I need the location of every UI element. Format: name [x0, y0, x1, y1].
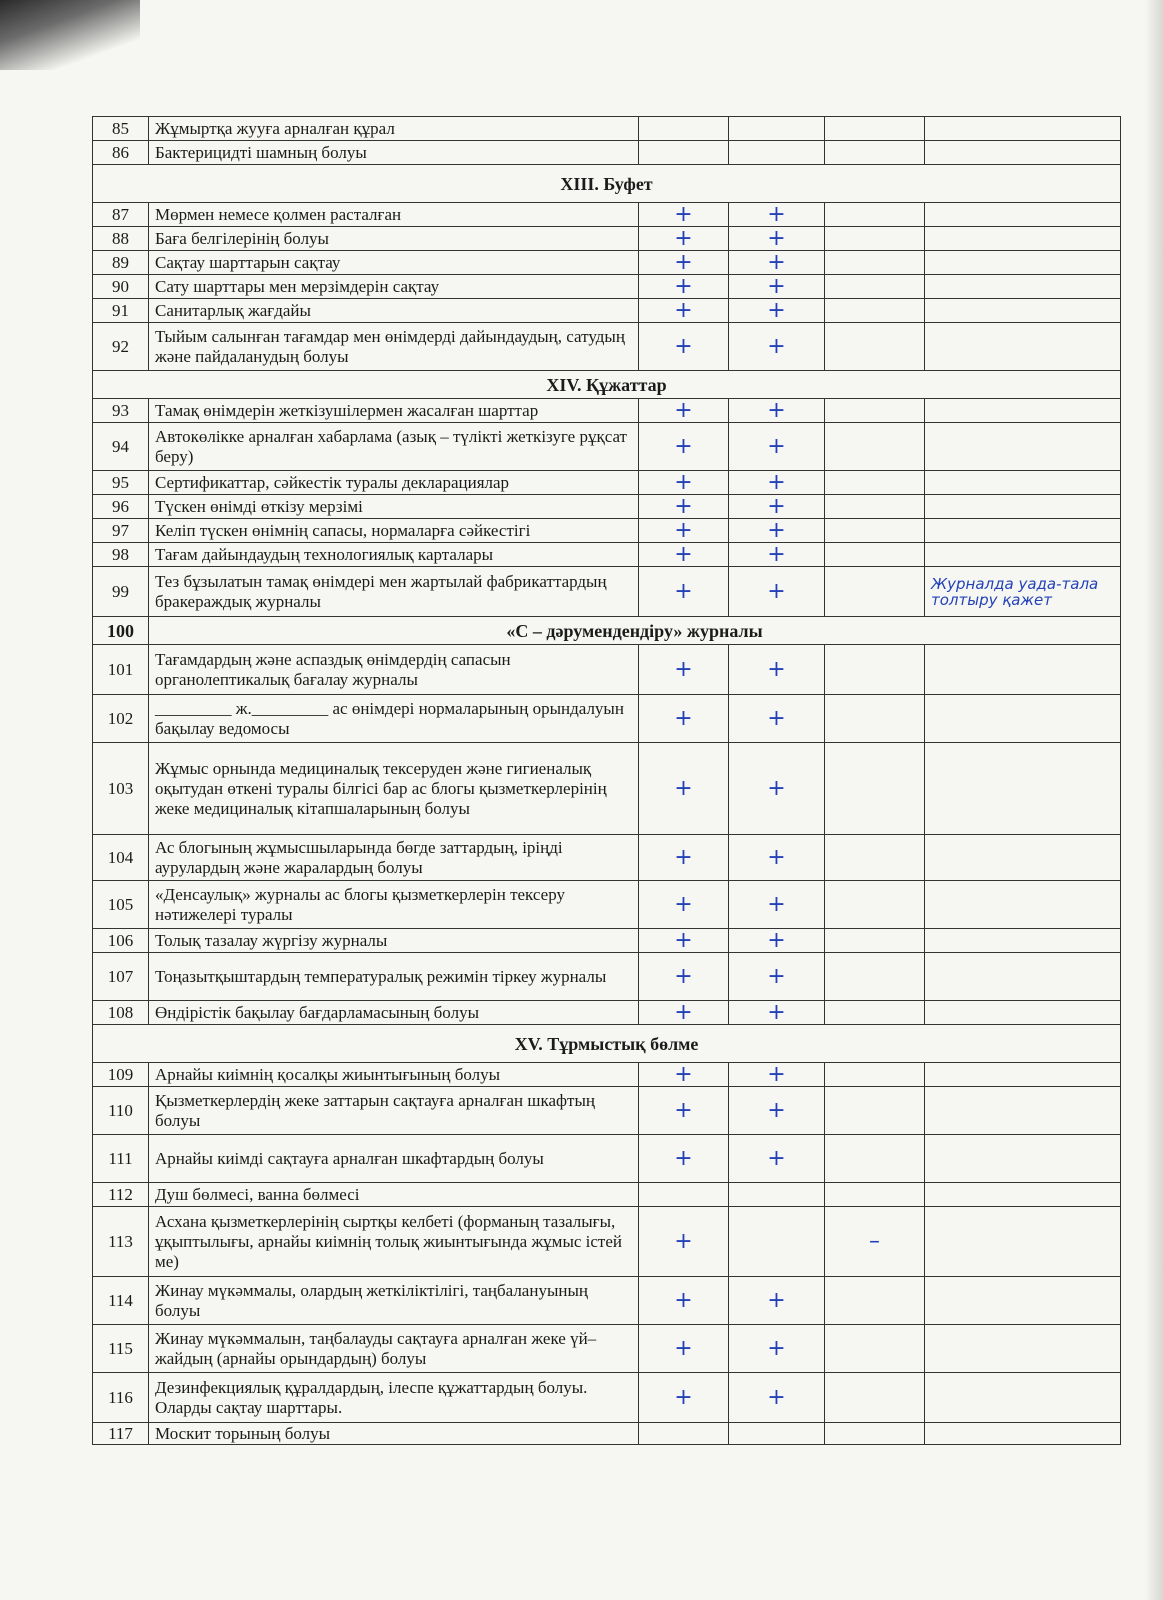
- table-row: [93, 1001, 1121, 1025]
- mark-3: [825, 117, 925, 141]
- item-text: Мөрмен немесе қолмен расталған: [149, 203, 639, 227]
- item-text: Толық тазалау жүргізу журналы: [149, 929, 639, 953]
- table-row: [93, 1277, 1121, 1325]
- mark-3: [825, 743, 925, 835]
- handwritten-note: [925, 495, 1121, 519]
- item-text: Душ бөлмесі, ванна бөлмесі: [149, 1183, 639, 1207]
- mark-3: [825, 1063, 925, 1087]
- handwritten-note: [925, 881, 1121, 929]
- row-number: 107: [93, 953, 149, 1001]
- row-number: 95: [93, 471, 149, 495]
- row-number: 117: [93, 1423, 149, 1445]
- handwritten-note: [925, 519, 1121, 543]
- mark-1: +: [639, 1325, 729, 1373]
- mark-1: +: [639, 881, 729, 929]
- handwritten-note: [925, 1063, 1121, 1087]
- mark-3: [825, 471, 925, 495]
- table-row: [93, 251, 1121, 275]
- mark-1: +: [639, 835, 729, 881]
- mark-1: +: [639, 929, 729, 953]
- handwritten-note: [925, 227, 1121, 251]
- table-row: [93, 1183, 1121, 1207]
- mark-3: [825, 251, 925, 275]
- row-number: 85: [93, 117, 149, 141]
- item-text: Санитарлық жағдайы: [149, 299, 639, 323]
- mark-1: +: [639, 1001, 729, 1025]
- mark-2: +: [729, 275, 825, 299]
- item-text: Тамақ өнімдерін жеткізушілермен жасалған шарттар: [149, 399, 639, 423]
- row-number: 92: [93, 323, 149, 371]
- mark-2: +: [729, 835, 825, 881]
- table-row: [93, 1373, 1121, 1423]
- item-text: Сертификаттар, сәйкестік туралы декларациялар: [149, 471, 639, 495]
- row-number: 91: [93, 299, 149, 323]
- handwritten-note: [925, 117, 1121, 141]
- row-number: 110: [93, 1087, 149, 1135]
- item-text: Ас блогының жұмысшыларында бөгде заттардың, іріңді аурулардың және жаралардың болуы: [149, 835, 639, 881]
- item-text: Дезинфекциялық құралдардың, ілеспе құжаттардың болуы. Оларды сақтау шарттары.: [149, 1373, 639, 1423]
- item-text: Арнайы киімнің қосалқы жиынтығының болуы: [149, 1063, 639, 1087]
- mark-1: +: [639, 299, 729, 323]
- mark-2: [729, 1183, 825, 1207]
- item-text: Жинау мүкәммалын, таңбалауды сақтауға арналған жеке үй–жайдың (арнайы орындардың) болуы: [149, 1325, 639, 1373]
- table-row: [93, 743, 1121, 835]
- item-text: Тағам дайындаудың технологиялық карталары: [149, 543, 639, 567]
- mark-3: [825, 1183, 925, 1207]
- handwritten-note: [925, 1207, 1121, 1277]
- section-title: «С – дәрумендендіру» журналы: [149, 617, 1121, 645]
- row-number: 94: [93, 423, 149, 471]
- table-row: [93, 399, 1121, 423]
- mark-3: [825, 567, 925, 617]
- row-number: 89: [93, 251, 149, 275]
- item-text: Бактерицидті шамның болуы: [149, 141, 639, 165]
- mark-3: –: [825, 1207, 925, 1277]
- table-row: [93, 275, 1121, 299]
- handwritten-note: [925, 1183, 1121, 1207]
- mark-2: +: [729, 203, 825, 227]
- row-number: 102: [93, 695, 149, 743]
- mark-3: [825, 519, 925, 543]
- handwritten-note: [925, 543, 1121, 567]
- table-row: [93, 227, 1121, 251]
- table-row: [93, 645, 1121, 695]
- mark-1: +: [639, 275, 729, 299]
- row-number: 98: [93, 543, 149, 567]
- mark-3: [825, 1001, 925, 1025]
- section-title: XV. Тұрмыстық бөлме: [93, 1025, 1121, 1063]
- item-text: Жұмыртқа жууға арналған құрал: [149, 117, 639, 141]
- mark-1: +: [639, 1087, 729, 1135]
- table-row: [93, 1063, 1121, 1087]
- mark-2: [729, 117, 825, 141]
- item-text: Келіп түскен өнімнің сапасы, нормаларға сәйкестігі: [149, 519, 639, 543]
- row-number: 93: [93, 399, 149, 423]
- mark-1: +: [639, 423, 729, 471]
- mark-2: +: [729, 543, 825, 567]
- mark-1: +: [639, 1277, 729, 1325]
- table-row: [93, 953, 1121, 1001]
- handwritten-note: [925, 141, 1121, 165]
- mark-1: +: [639, 567, 729, 617]
- mark-3: [825, 1135, 925, 1183]
- mark-3: [825, 323, 925, 371]
- table-row: [93, 495, 1121, 519]
- row-number: 96: [93, 495, 149, 519]
- item-text: Өндірістік бақылау бағдарламасының болуы: [149, 1001, 639, 1025]
- mark-1: +: [639, 543, 729, 567]
- mark-2: +: [729, 1063, 825, 1087]
- mark-1: +: [639, 645, 729, 695]
- table-row: [93, 929, 1121, 953]
- handwritten-note: [925, 1423, 1121, 1445]
- scan-shadow: [0, 0, 140, 70]
- mark-2: +: [729, 1277, 825, 1325]
- row-number: 115: [93, 1325, 149, 1373]
- item-text: Қызметкерлердің жеке заттарын сақтауға арналған шкафтың болуы: [149, 1087, 639, 1135]
- item-text: Баға белгілерінің болуы: [149, 227, 639, 251]
- table-row: [93, 519, 1121, 543]
- handwritten-note: [925, 695, 1121, 743]
- mark-2: +: [729, 227, 825, 251]
- mark-1: +: [639, 495, 729, 519]
- mark-1: +: [639, 323, 729, 371]
- mark-2: +: [729, 695, 825, 743]
- mark-2: +: [729, 251, 825, 275]
- table-row: [93, 471, 1121, 495]
- mark-2: +: [729, 299, 825, 323]
- mark-3: [825, 1277, 925, 1325]
- item-text: Москит торының болуы: [149, 1423, 639, 1445]
- mark-2: +: [729, 471, 825, 495]
- section-title: XIV. Құжаттар: [93, 371, 1121, 399]
- table-row: [93, 695, 1121, 743]
- table-row: [93, 1207, 1121, 1277]
- handwritten-note: [925, 835, 1121, 881]
- table-row: [93, 567, 1121, 617]
- mark-2: [729, 1207, 825, 1277]
- handwritten-note: [925, 423, 1121, 471]
- section-row: [93, 165, 1121, 203]
- mark-1: +: [639, 251, 729, 275]
- table-row: [93, 423, 1121, 471]
- section-title: XIII. Буфет: [93, 165, 1121, 203]
- mark-3: [825, 695, 925, 743]
- mark-3: [825, 1373, 925, 1423]
- handwritten-note: [925, 275, 1121, 299]
- handwritten-note: [925, 399, 1121, 423]
- row-number: 86: [93, 141, 149, 165]
- item-text: Арнайы киімді сақтауға арналған шкафтардың болуы: [149, 1135, 639, 1183]
- row-number: 114: [93, 1277, 149, 1325]
- mark-3: [825, 299, 925, 323]
- mark-2: +: [729, 567, 825, 617]
- item-text: Жұмыс орнында медициналық тексеруден және гигиеналық оқытудан өткені туралы білгісі бар ас блогы қызметкерлерінің жеке медициналық кітапшаларының болуы: [149, 743, 639, 835]
- section-row: [93, 617, 1121, 645]
- mark-1: [639, 141, 729, 165]
- row-number: 99: [93, 567, 149, 617]
- item-text: Автокөлікке арналған хабарлама (азық – түлікті жеткізуге рұқсат беру): [149, 423, 639, 471]
- scan-edge: [1145, 0, 1163, 1600]
- row-number: 90: [93, 275, 149, 299]
- handwritten-note: [925, 299, 1121, 323]
- mark-1: +: [639, 227, 729, 251]
- table-row: [93, 141, 1121, 165]
- handwritten-note: [925, 1001, 1121, 1025]
- mark-1: [639, 1423, 729, 1445]
- mark-2: +: [729, 929, 825, 953]
- mark-3: [825, 495, 925, 519]
- row-number: 87: [93, 203, 149, 227]
- item-text: «Денсаулық» журналы ас блогы қызметкерлерін тексеру нәтижелері туралы: [149, 881, 639, 929]
- table-row: [93, 543, 1121, 567]
- handwritten-note: [925, 645, 1121, 695]
- item-text: Асхана қызметкерлерінің сыртқы келбеті (форманың тазалығы, ұқыптылығы, арнайы киімнің толық жиынтығында жұмыс істей ме): [149, 1207, 639, 1277]
- row-number: 88: [93, 227, 149, 251]
- mark-3: [825, 929, 925, 953]
- row-number: 101: [93, 645, 149, 695]
- mark-2: +: [729, 881, 825, 929]
- handwritten-note: [925, 471, 1121, 495]
- handwritten-note: [925, 743, 1121, 835]
- mark-1: +: [639, 399, 729, 423]
- item-text: Сақтау шарттарын сақтау: [149, 251, 639, 275]
- handwritten-note: [925, 1277, 1121, 1325]
- mark-1: +: [639, 743, 729, 835]
- row-number: 112: [93, 1183, 149, 1207]
- mark-3: [825, 953, 925, 1001]
- row-number: 100: [93, 617, 149, 645]
- mark-3: [825, 835, 925, 881]
- table-row: [93, 117, 1121, 141]
- handwritten-note: [925, 929, 1121, 953]
- row-number: 111: [93, 1135, 149, 1183]
- table-row: [93, 881, 1121, 929]
- mark-2: +: [729, 1001, 825, 1025]
- table-row: [93, 1423, 1121, 1445]
- item-text: Тағамдардың және аспаздық өнімдердің сапасын органолептикалық бағалау журналы: [149, 645, 639, 695]
- mark-1: +: [639, 1135, 729, 1183]
- item-text: Тез бұзылатын тамақ өнімдері мен жартылай фабрикаттардың бракераждық журналы: [149, 567, 639, 617]
- handwritten-note: [925, 953, 1121, 1001]
- table-row: [93, 323, 1121, 371]
- item-text: Жинау мүкәммалы, олардың жеткіліктілігі, таңбалануының болуы: [149, 1277, 639, 1325]
- mark-2: +: [729, 1325, 825, 1373]
- item-text: Түскен өнімді өткізу мерзімі: [149, 495, 639, 519]
- mark-1: +: [639, 1373, 729, 1423]
- mark-1: [639, 117, 729, 141]
- mark-3: [825, 881, 925, 929]
- mark-1: +: [639, 203, 729, 227]
- row-number: 113: [93, 1207, 149, 1277]
- item-text: Сату шарттары мен мерзімдерін сақтау: [149, 275, 639, 299]
- handwritten-note: [925, 1087, 1121, 1135]
- mark-2: +: [729, 423, 825, 471]
- mark-1: +: [639, 953, 729, 1001]
- table-row: [93, 299, 1121, 323]
- mark-3: [825, 1423, 925, 1445]
- table-row: [93, 203, 1121, 227]
- table-row: [93, 1087, 1121, 1135]
- mark-2: +: [729, 1087, 825, 1135]
- handwritten-note: [925, 323, 1121, 371]
- table-row: [93, 1325, 1121, 1373]
- mark-1: [639, 1183, 729, 1207]
- mark-2: +: [729, 323, 825, 371]
- mark-2: +: [729, 953, 825, 1001]
- mark-3: [825, 543, 925, 567]
- row-number: 104: [93, 835, 149, 881]
- row-number: 106: [93, 929, 149, 953]
- mark-2: [729, 1423, 825, 1445]
- mark-1: +: [639, 471, 729, 495]
- mark-2: +: [729, 495, 825, 519]
- mark-1: +: [639, 1063, 729, 1087]
- handwritten-note: [925, 1135, 1121, 1183]
- row-number: 105: [93, 881, 149, 929]
- row-number: 116: [93, 1373, 149, 1423]
- mark-3: [825, 399, 925, 423]
- table-row: [93, 835, 1121, 881]
- inspection-checklist-table: [92, 116, 1121, 1445]
- item-text: _________ ж._________ ас өнімдері нормаларының орындалуын бақылау ведомосы: [149, 695, 639, 743]
- handwritten-note: [925, 1325, 1121, 1373]
- row-number: 103: [93, 743, 149, 835]
- checklist-rows: [93, 117, 1121, 1445]
- item-text: Тоңазытқыштардың температуралық режимін тіркеу журналы: [149, 953, 639, 1001]
- mark-1: +: [639, 695, 729, 743]
- mark-2: +: [729, 1135, 825, 1183]
- mark-3: [825, 645, 925, 695]
- handwritten-note: Журналда уада-тала толтыру қажет: [925, 567, 1121, 617]
- mark-2: +: [729, 1373, 825, 1423]
- mark-2: +: [729, 519, 825, 543]
- handwritten-note: [925, 251, 1121, 275]
- mark-2: [729, 141, 825, 165]
- mark-3: [825, 423, 925, 471]
- row-number: 109: [93, 1063, 149, 1087]
- row-number: 97: [93, 519, 149, 543]
- item-text: Тыйым салынған тағамдар мен өнімдерді дайындаудың, сатудың және пайдаланудың болуы: [149, 323, 639, 371]
- handwritten-note: [925, 1373, 1121, 1423]
- section-row: [93, 1025, 1121, 1063]
- table-row: [93, 1135, 1121, 1183]
- handwritten-note: [925, 203, 1121, 227]
- mark-2: +: [729, 399, 825, 423]
- row-number: 108: [93, 1001, 149, 1025]
- mark-1: +: [639, 1207, 729, 1277]
- mark-3: [825, 141, 925, 165]
- section-row: [93, 371, 1121, 399]
- mark-3: [825, 203, 925, 227]
- mark-1: +: [639, 519, 729, 543]
- mark-2: +: [729, 743, 825, 835]
- mark-3: [825, 1087, 925, 1135]
- mark-3: [825, 227, 925, 251]
- mark-3: [825, 1325, 925, 1373]
- mark-3: [825, 275, 925, 299]
- mark-2: +: [729, 645, 825, 695]
